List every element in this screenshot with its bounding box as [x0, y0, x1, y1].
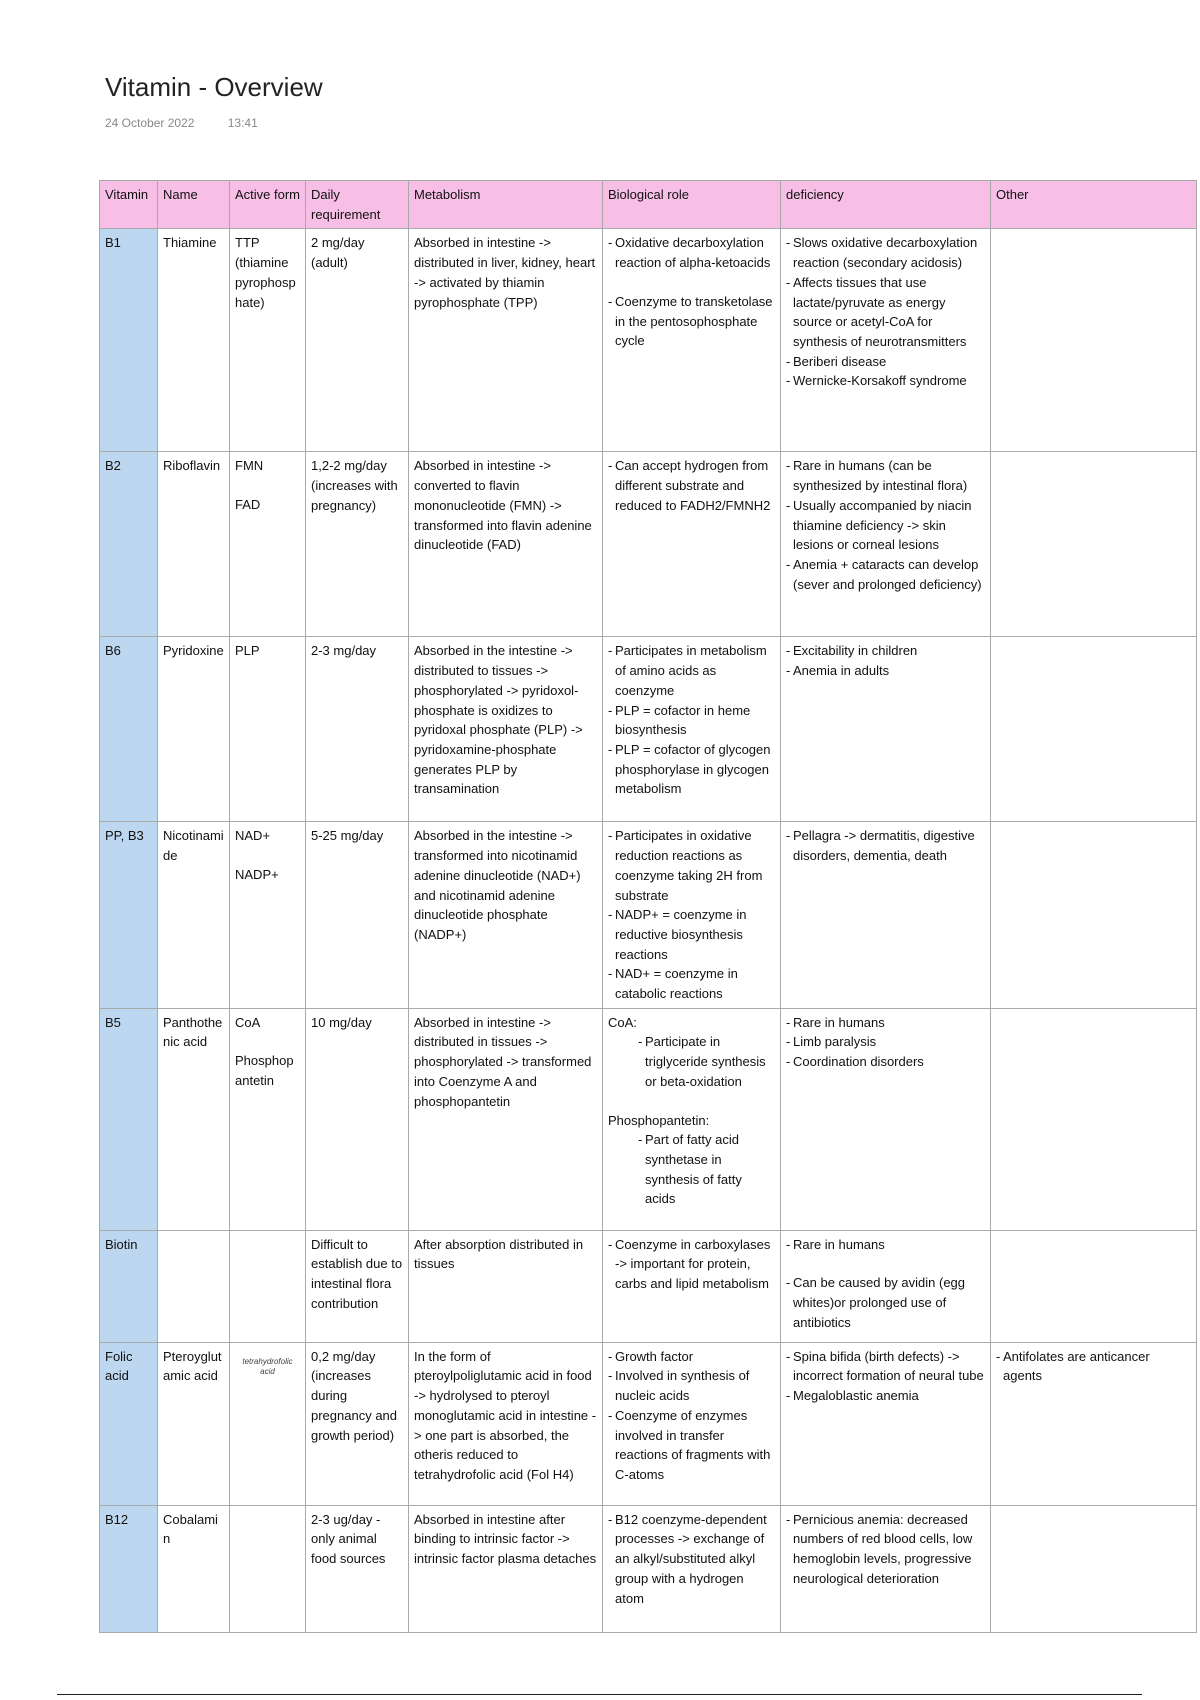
cell-name: Riboflavin — [158, 452, 230, 637]
list-item: - Antifolates are anticancer agents — [996, 1347, 1191, 1386]
list-item: - Involved in synthesis of nucleic acids — [608, 1366, 775, 1405]
role-label-coa: CoA: — [608, 1014, 637, 1030]
cell-role — [603, 1008, 781, 1230]
cell-deficiency — [781, 1342, 991, 1505]
page-time: 13:41 — [227, 116, 258, 130]
table-row — [100, 229, 1197, 452]
page-meta — [105, 116, 258, 130]
cell-vitamin: Biotin — [100, 1230, 158, 1342]
col-header-deficiency: deficiency — [781, 181, 991, 229]
list-item: - Anemia in adults — [786, 661, 985, 681]
cell-active-form — [230, 1505, 306, 1632]
table-row — [100, 1342, 1197, 1505]
table-row — [100, 1505, 1197, 1632]
cell-name: Pteroyglutamic acid — [158, 1342, 230, 1505]
cell-active-form — [230, 1008, 306, 1230]
cell-vitamin: PP, B3 — [100, 822, 158, 1008]
cell-metabolism: In the form of pteroylpoliglutamic acid in food -> hydrolysed to pteroyl monoglutamic acid in intestine -> one part is absorbed, the otheris reduced to tetrahydrofolic acid (Fol H4) — [409, 1342, 603, 1505]
table-header-row — [100, 181, 1197, 229]
cell-other — [991, 1230, 1197, 1342]
list-item: - Rare in humans — [786, 1013, 985, 1033]
cell-name: Pyridoxine — [158, 637, 230, 822]
cell-daily: 0,2 mg/day (increases during pregnancy and growth period) — [306, 1342, 409, 1505]
table-row — [100, 822, 1197, 1008]
cell-name: Panthothenic acid — [158, 1008, 230, 1230]
list-item: - PLP = cofactor of glycogen phosphorylase in glycogen metabolism — [608, 740, 775, 799]
cell-role — [603, 822, 781, 1008]
cell-role — [603, 452, 781, 637]
cell-daily: 10 mg/day — [306, 1008, 409, 1230]
list-item: - Wernicke-Korsakoff syndrome — [786, 371, 985, 391]
cell-vitamin: B12 — [100, 1505, 158, 1632]
list-item: - Megaloblastic anemia — [786, 1386, 985, 1406]
cell-daily: Difficult to establish due to intestinal flora contribution — [306, 1230, 409, 1342]
col-header-name: Name — [158, 181, 230, 229]
table-row — [100, 637, 1197, 822]
list-item: - Affects tissues that use lactate/pyruvate as energy source or acetyl-CoA for synthesis of neurotransmitters — [786, 273, 985, 352]
handwritten-active-form: tetrahydrofolic acid — [242, 1356, 293, 1376]
list-item: - Growth factor — [608, 1347, 775, 1367]
cell-metabolism: Absorbed in the intestine -> distributed to tissues -> phosphorylated -> pyridoxol-phosphate is oxidizes to pyridoxal phosphate (PLP) -> pyridoxamine-phosphate generates PLP by transamination — [409, 637, 603, 822]
cell-metabolism: After absorption distributed in tissues — [409, 1230, 603, 1342]
list-item: - Participate in triglyceride synthesis or beta-oxidation — [638, 1032, 775, 1091]
cell-role — [603, 1342, 781, 1505]
list-item: - Anemia + cataracts can develop (sever and prolonged deficiency) — [786, 555, 985, 594]
list-item: - Rare in humans (can be synthesized by intestinal flora) — [786, 456, 985, 495]
cell-daily: 2-3 ug/day - only animal food sources — [306, 1505, 409, 1632]
list-item: - Slows oxidative decarboxylation reaction (secondary acidosis) — [786, 233, 985, 272]
cell-name: Thiamine — [158, 229, 230, 452]
list-item: - NADP+ = coenzyme in reductive biosynthesis reactions — [608, 905, 775, 964]
role-label-phosphopantetin: Phosphopantetin: — [608, 1112, 710, 1128]
list-item: - Oxidative decarboxylation reaction of alpha-ketoacids — [608, 233, 775, 272]
cell-deficiency — [781, 637, 991, 822]
cell-active-form — [230, 1342, 306, 1505]
cell-role — [603, 637, 781, 822]
list-item: - Coenzyme to transketolase in the pentosophosphate cycle — [608, 292, 775, 351]
list-item: - Beriberi disease — [786, 352, 985, 372]
list-item: - Coenzyme in carboxylases -> important for protein, carbs and lipid metabolism — [608, 1235, 775, 1294]
page-date: 24 October 2022 — [105, 116, 195, 130]
cell-other — [991, 1008, 1197, 1230]
cell-other — [991, 637, 1197, 822]
cell-daily: 1,2-2 mg/day (increases with pregnancy) — [306, 452, 409, 637]
active-form-1: NAD+ — [235, 828, 271, 844]
active-form-1: FMN — [235, 458, 264, 474]
cell-deficiency — [781, 822, 991, 1008]
cell-active-form: TTP (thiamine pyrophosphate) — [230, 229, 306, 452]
list-item: - Coenzyme of enzymes involved in transfer reactions of fragments with C-atoms — [608, 1406, 775, 1485]
cell-other — [991, 452, 1197, 637]
col-header-biological-role: Biological role — [603, 181, 781, 229]
cell-deficiency — [781, 1008, 991, 1230]
list-item: - Participates in metabolism of amino acids as coenzyme — [608, 641, 775, 700]
cell-active-form — [230, 452, 306, 637]
cell-active-form — [230, 822, 306, 1008]
cell-vitamin: B5 — [100, 1008, 158, 1230]
table-row — [100, 1230, 1197, 1342]
page-title: Vitamin - Overview — [105, 72, 323, 102]
cell-role — [603, 229, 781, 452]
cell-active-form: PLP — [230, 637, 306, 822]
active-form-2: FAD — [235, 497, 261, 513]
list-item: - NAD+ = coenzyme in catabolic reactions — [608, 964, 775, 1003]
list-item: - Participates in oxidative reduction reactions as coenzyme taking 2H from substrate — [608, 826, 775, 905]
footer-divider — [57, 1694, 1142, 1695]
cell-active-form — [230, 1230, 306, 1342]
col-header-vitamin: Vitamin — [100, 181, 158, 229]
cell-deficiency — [781, 229, 991, 452]
cell-role — [603, 1230, 781, 1342]
list-item: - Usually accompanied by niacin thiamine deficiency -> skin lesions or corneal lesions — [786, 496, 985, 555]
cell-other — [991, 1342, 1197, 1505]
vitamin-table — [99, 180, 1197, 1633]
cell-deficiency — [781, 1505, 991, 1632]
table-row — [100, 1008, 1197, 1230]
list-item: - Part of fatty acid synthetase in synthesis of fatty acids — [638, 1130, 775, 1209]
cell-metabolism: Absorbed in intestine -> distributed in liver, kidney, heart -> activated by thiamin pyrophosphate (TPP) — [409, 229, 603, 452]
list-item: - Can accept hydrogen from different substrate and reduced to FADH2/FMNH2 — [608, 456, 775, 515]
active-form-2: NADP+ — [235, 867, 279, 883]
table-row — [100, 452, 1197, 637]
cell-vitamin: B6 — [100, 637, 158, 822]
cell-deficiency — [781, 1230, 991, 1342]
col-header-daily-requirement: Daily requirement — [306, 181, 409, 229]
cell-other — [991, 1505, 1197, 1632]
cell-metabolism: Absorbed in intestine -> converted to flavin mononucleotide (FMN) -> transformed into flavin adenine dinucleotide (FAD) — [409, 452, 603, 637]
list-item: - Pellagra -> dermatitis, digestive disorders, dementia, death — [786, 826, 985, 865]
list-item: - B12 coenzyme-dependent processes -> exchange of an alkyl/substituted alkyl group with a hydrogen atom — [608, 1510, 775, 1609]
col-header-metabolism: Metabolism — [409, 181, 603, 229]
cell-vitamin: Folic acid — [100, 1342, 158, 1505]
cell-metabolism: Absorbed in intestine -> distributed in tissues -> phosphorylated -> transformed into Coenzyme A and phosphopantetin — [409, 1008, 603, 1230]
cell-metabolism: Absorbed in intestine after binding to intrinsic factor -> intrinsic factor plasma detaches — [409, 1505, 603, 1632]
cell-name — [158, 1230, 230, 1342]
list-item: - Pernicious anemia: decreased numbers of red blood cells, low hemoglobin levels, progressive neurological deterioration — [786, 1510, 985, 1589]
cell-daily: 5-25 mg/day — [306, 822, 409, 1008]
col-header-active-form: Active form — [230, 181, 306, 229]
cell-vitamin: B2 — [100, 452, 158, 637]
col-header-other: Other — [991, 181, 1197, 229]
list-item: - Excitability in children — [786, 641, 985, 661]
cell-daily: 2 mg/day (adult) — [306, 229, 409, 452]
list-item: - PLP = cofactor in heme biosynthesis — [608, 701, 775, 740]
cell-metabolism: Absorbed in the intestine -> transformed into nicotinamid adenine dinucleotide (NAD+) and nicotinamid adenine dinucleotide phosphate (NADP+) — [409, 822, 603, 1008]
cell-daily: 2-3 mg/day — [306, 637, 409, 822]
list-item: - Coordination disorders — [786, 1052, 985, 1072]
list-item: - Rare in humans — [786, 1235, 985, 1255]
cell-name: Nicotinamide — [158, 822, 230, 1008]
cell-vitamin: B1 — [100, 229, 158, 452]
cell-other — [991, 229, 1197, 452]
cell-deficiency — [781, 452, 991, 637]
active-form-2: Phosphopantetin — [235, 1053, 294, 1089]
active-form-1: CoA — [235, 1014, 261, 1030]
list-item: - Limb paralysis — [786, 1032, 985, 1052]
cell-other — [991, 822, 1197, 1008]
cell-name: Cobalamin — [158, 1505, 230, 1632]
cell-role — [603, 1505, 781, 1632]
list-item: - Spina bifida (birth defects) -> incorrect formation of neural tube — [786, 1347, 985, 1386]
list-item: - Can be caused by avidin (egg whites)or prolonged use of antibiotics — [786, 1273, 985, 1332]
